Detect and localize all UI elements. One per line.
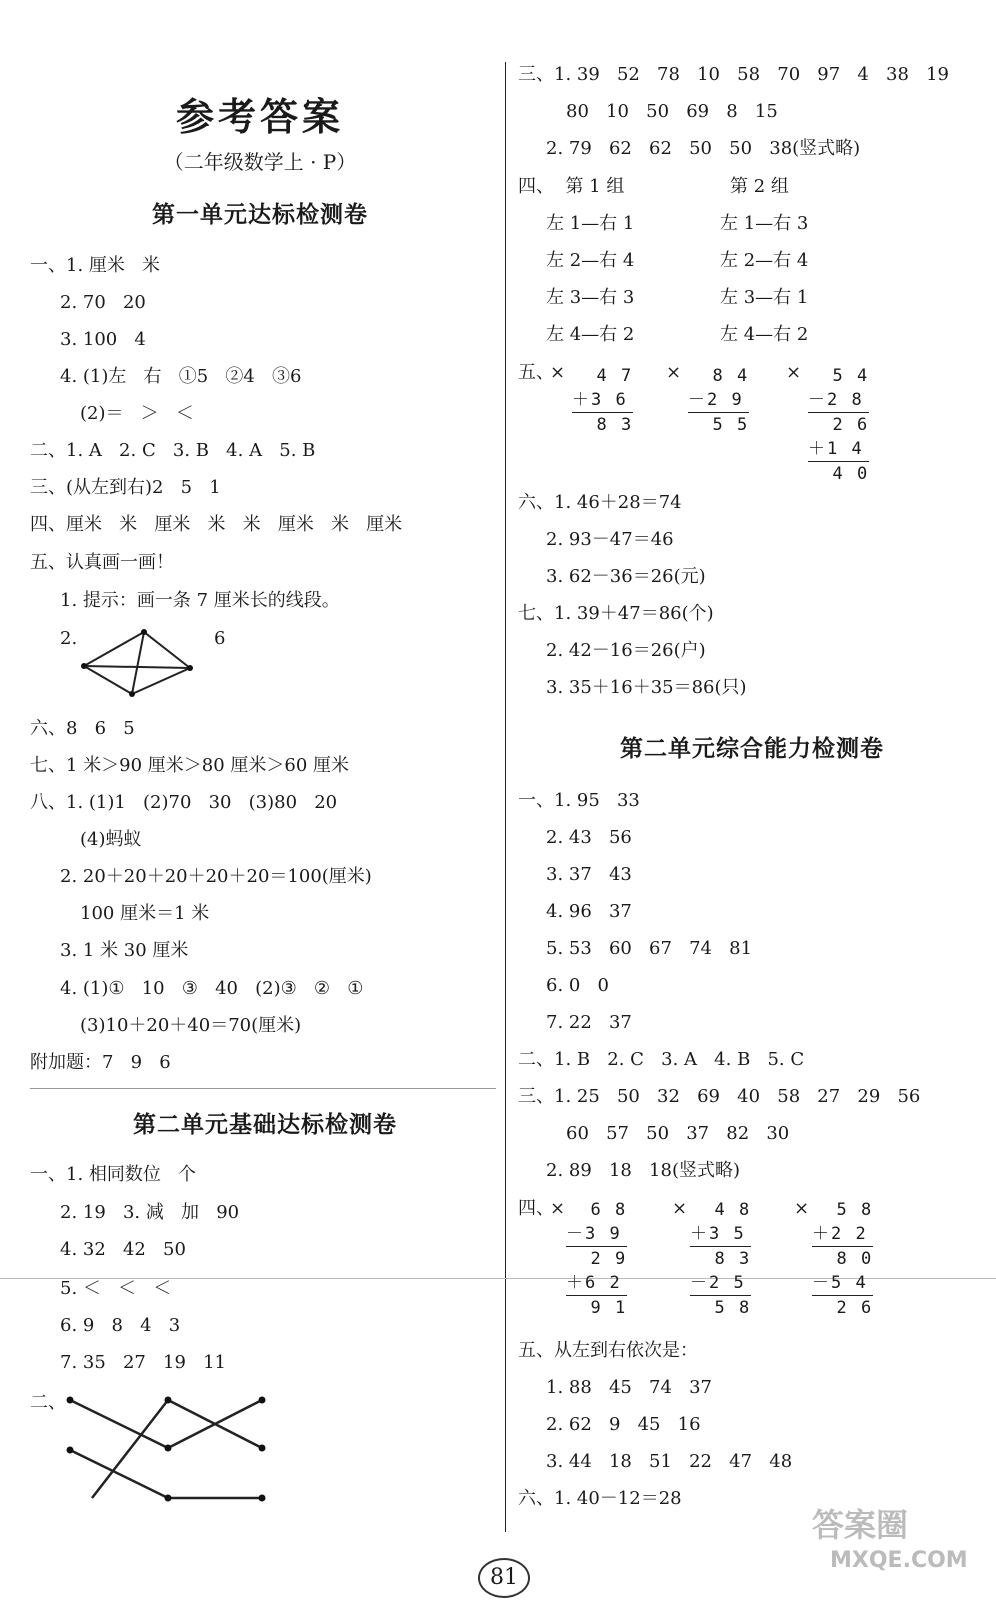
watermark-url: MXQE.COM — [830, 1548, 968, 1573]
check-mark: × — [672, 1198, 688, 1219]
unit1-line: 1. 提示：画一条 7 厘米长的线段。 — [60, 590, 340, 611]
check-mark: × — [550, 362, 566, 383]
matching-lines-diagram — [62, 1392, 272, 1508]
unit2-right-line: 七、1. 39＋47＝86(个) — [518, 603, 714, 624]
ability-line: 四、 — [518, 1198, 554, 1219]
ability-line: 6. 0 0 — [546, 975, 609, 996]
check-mark: × — [550, 1198, 566, 1219]
page-subtitle: （二年级数学上 · P） — [163, 150, 357, 174]
vertical-calculation: 5 4 －2 8 2 6 ＋1 4 4 0 — [808, 366, 870, 484]
unit2-right-line: 左 1—右 1 — [546, 213, 635, 234]
unit2-basic-title: 第二单元基础达标检测卷 — [133, 1112, 397, 1138]
unit2-right-line: 2. 42－16＝26(户) — [546, 640, 706, 661]
unit1-line: 2. 70 20 — [60, 292, 146, 313]
unit2-line: 5. ＜ ＜ ＜ — [60, 1278, 172, 1299]
unit2-right-line: 六、1. 46＋28＝74 — [518, 492, 682, 513]
unit2-right-line: 左 2—右 4 — [546, 250, 635, 271]
section-rule — [30, 1088, 496, 1089]
unit2-line: 一、1. 相同数位 个 — [30, 1164, 197, 1185]
vertical-calculation: 6 8 －3 9 2 9 ＋6 2 9 1 — [566, 1200, 628, 1318]
unit2-right-line: 左 4—右 2 — [720, 324, 809, 345]
unit2-right-line: 左 2—右 4 — [720, 250, 809, 271]
unit1-line: 附加题：7 9 6 — [30, 1052, 171, 1073]
quadrilateral-diagram — [80, 628, 200, 698]
unit2-line: 4. 32 42 50 — [60, 1239, 186, 1260]
unit2-line: 7. 35 27 19 11 — [60, 1352, 227, 1373]
unit2-right-line: 四、 第 1 组 — [518, 176, 625, 197]
unit1-line: 七、1 米＞90 厘米＞80 厘米＞60 厘米 — [30, 755, 350, 776]
unit2-right-line: 左 3—右 3 — [546, 287, 635, 308]
unit1-line: 八、1. (1)1 (2)70 30 (3)80 20 — [30, 792, 338, 813]
unit1-line: 五、认真画一画！ — [30, 552, 174, 573]
ability-line: 7. 22 37 — [546, 1012, 632, 1033]
unit1-line: (4)蚂蚁 — [80, 829, 142, 850]
unit2-right-line: 3. 35＋16＋35＝86(只) — [546, 677, 747, 698]
watermark-logo: 答案圈 — [812, 1506, 909, 1544]
ability-line: 4. 96 37 — [546, 901, 632, 922]
unit1-line: 6 — [214, 628, 226, 649]
vertical-calculation: 5 8 ＋2 2 8 0 －5 4 2 6 — [812, 1200, 874, 1318]
unit1-line: 4. (1)① 10 ③ 40 (2)③ ② ① — [60, 978, 364, 999]
unit1-line: 2. 20＋20＋20＋20＋20＝100(厘米) — [60, 866, 372, 887]
unit1-line: 100 厘米＝1 米 — [80, 903, 210, 924]
unit1-line: (2)＝ ＞ ＜ — [80, 403, 194, 424]
unit2-line: 二、 — [30, 1392, 66, 1413]
unit2-right-line: 第 2 组 — [730, 176, 789, 197]
unit2-right-line: 五、 — [518, 362, 554, 383]
ability-line: 1. 88 45 74 37 — [546, 1377, 713, 1398]
unit1-line: 2. — [60, 628, 78, 649]
unit1-line: 4. (1)左 右 ①5 ②4 ③6 — [60, 366, 302, 387]
ability-line: 3. 44 18 51 22 47 48 — [546, 1451, 793, 1472]
ability-line: 2. 43 56 — [546, 827, 632, 848]
unit2-line: 2. 19 3. 减 加 90 — [60, 1202, 240, 1223]
unit2-right-line: 左 1—右 3 — [720, 213, 809, 234]
ability-line: 3. 37 43 — [546, 864, 632, 885]
ability-line: 2. 89 18 18(竖式略) — [546, 1160, 740, 1181]
page-title: 参考答案 — [175, 94, 344, 139]
ability-line: 五、从左到右依次是： — [518, 1340, 698, 1361]
unit2-right-line: 三、1. 39 52 78 10 58 70 97 4 38 19 — [518, 64, 949, 85]
unit2-right-line: 3. 62－36＝26(元) — [546, 566, 706, 587]
unit1-line: 一、1. 厘米 米 — [30, 255, 161, 276]
check-mark: × — [666, 362, 682, 383]
ability-line: 2. 62 9 45 16 — [546, 1414, 701, 1435]
ability-line: 一、1. 95 33 — [518, 790, 640, 811]
vertical-calculation: 4 8 ＋3 5 8 3 －2 5 5 8 — [690, 1200, 752, 1318]
unit1-line: 六、8 6 5 — [30, 718, 135, 739]
unit1-line: 二、1. A 2. C 3. B 4. A 5. B — [30, 440, 316, 461]
unit1-line: 三、(从左到右)2 5 1 — [30, 477, 221, 498]
ability-line: 三、1. 25 50 32 69 40 58 27 29 56 — [518, 1086, 921, 1107]
unit1-line: 3. 1 米 30 厘米 — [60, 940, 189, 961]
unit2-right-line: 80 10 50 69 8 15 — [566, 101, 778, 122]
unit1-line: 四、厘米 米 厘米 米 米 厘米 米 厘米 — [30, 514, 403, 535]
page-number: 81 — [478, 1558, 530, 1598]
column-divider — [505, 62, 506, 1532]
unit2-right-line: 左 3—右 1 — [720, 287, 809, 308]
ability-line: 二、1. B 2. C 3. A 4. B 5. C — [518, 1049, 805, 1070]
unit1-title: 第一单元达标检测卷 — [152, 202, 368, 228]
ability-line: 5. 53 60 67 74 81 — [546, 938, 753, 959]
vertical-calculation: 4 7 ＋3 6 8 3 — [572, 366, 634, 435]
vertical-calculation: 8 4 －2 9 5 5 — [688, 366, 750, 435]
unit2-ability-title: 第二单元综合能力检测卷 — [620, 736, 884, 762]
unit1-line: (3)10＋20＋40＝70(厘米) — [80, 1015, 302, 1036]
unit2-line: 6. 9 8 4 3 — [60, 1315, 181, 1336]
ability-line: 六、1. 40－12＝28 — [518, 1488, 682, 1509]
unit1-line: 3. 100 4 — [60, 329, 146, 350]
check-mark: × — [786, 362, 802, 383]
unit2-right-line: 2. 79 62 62 50 50 38(竖式略) — [546, 138, 861, 159]
unit2-right-line: 左 4—右 2 — [546, 324, 635, 345]
ability-line: 60 57 50 37 82 30 — [566, 1123, 790, 1144]
check-mark: × — [794, 1198, 810, 1219]
unit2-right-line: 2. 93－47＝46 — [546, 529, 674, 550]
